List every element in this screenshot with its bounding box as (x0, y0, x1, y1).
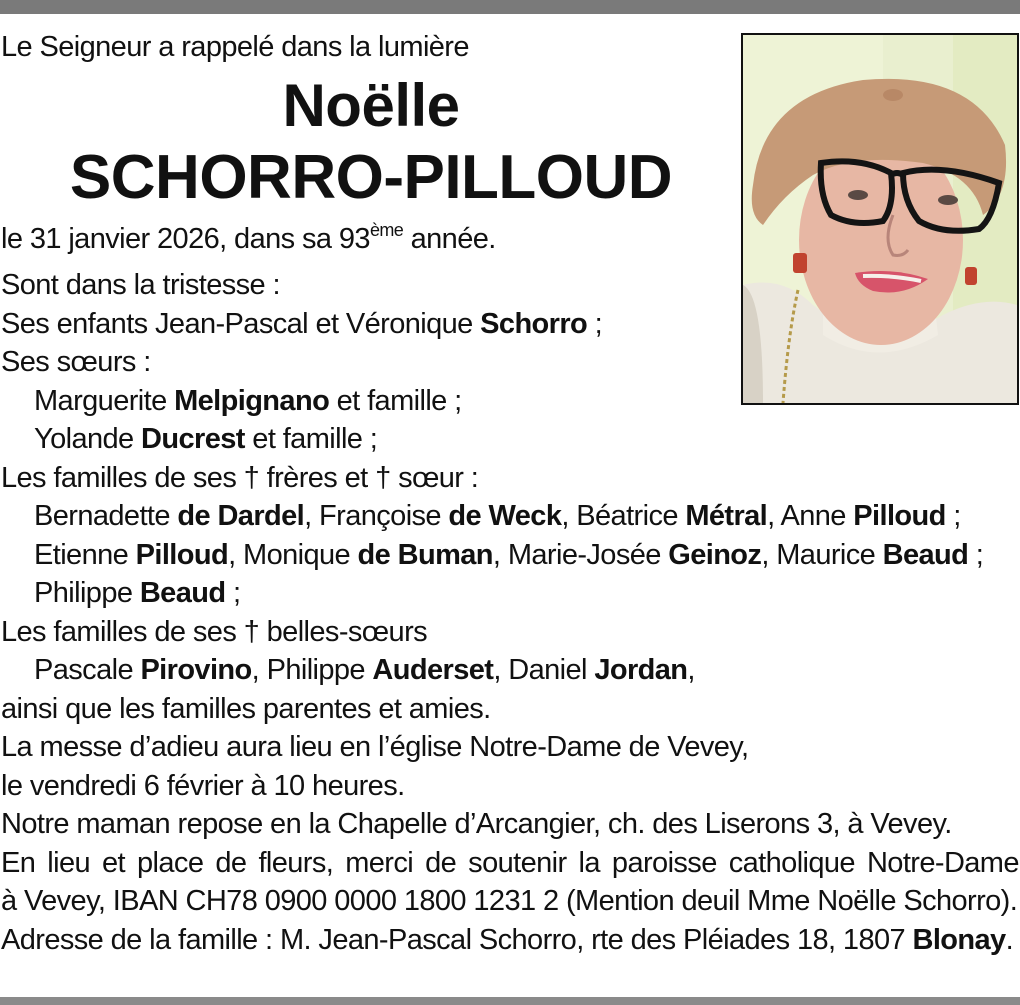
sister-first-name: Yolande (34, 423, 142, 455)
donation-word: catholique (728, 846, 855, 879)
deceased-last-name: SCHORRO-PILLOUD (69, 143, 673, 212)
sisters-heading: Ses sœurs : (1, 346, 151, 378)
date-suffix: année. (403, 223, 496, 255)
family-surname: Auderset (372, 654, 494, 686)
donation-word: de (425, 846, 457, 879)
family-surname: de Buman (357, 538, 493, 571)
donation-line-2: à Vevey, IBAN CH78 0900 0000 1800 1231 2 (Mention deuil Mme Noëlle Schorro). (1, 885, 1018, 917)
earring (793, 253, 807, 273)
family-first-name: Anne (780, 500, 854, 532)
family-surname: de Dardel (177, 500, 305, 532)
sister-surname: Melpignano (174, 384, 330, 417)
family-surname: de Weck (448, 500, 562, 532)
sister-suffix: et famille ; (329, 384, 462, 417)
donation-word: fleurs, (258, 846, 334, 879)
mourners-heading: Sont dans la tristesse : (1, 269, 280, 301)
family-first-name: Philippe (266, 654, 373, 686)
family-first-name: Pascale (34, 654, 141, 686)
donation-word: et (102, 846, 126, 879)
inlaws-heading: Les familles de ses † belles-sœurs (1, 615, 428, 648)
separator: , (492, 538, 508, 571)
family-surname: Geinoz (668, 538, 762, 571)
separator: , (304, 500, 320, 532)
donation-word: place (137, 846, 204, 879)
children-prefix: Ses enfants Jean-Pascal et Véronique (1, 307, 481, 340)
earring (965, 267, 977, 285)
separator: ; (945, 500, 961, 532)
separator: ; (225, 577, 241, 609)
mass-line-1: La messe d’adieu aura lieu en l’église Notre-Dame de Vevey, (1, 731, 749, 763)
donation-line-1 (1, 844, 1019, 883)
deceased-name (1, 70, 741, 214)
family-surname: Beaud (139, 577, 226, 609)
donation-word: soutenir (468, 846, 567, 879)
family-first-name: Monique (243, 538, 358, 571)
separator: , (561, 500, 577, 532)
donation-word: lieu (47, 846, 91, 879)
separator: , (493, 654, 509, 686)
sibling-families-line-2 (1, 536, 1019, 575)
address-suffix: . (1005, 923, 1014, 956)
children-surname: Schorro (480, 307, 588, 340)
address-line (1, 921, 1019, 960)
family-first-name: Bernadette (34, 500, 178, 532)
sister-line (1, 420, 1019, 459)
donation-word: En (1, 846, 36, 879)
date-text: le 31 janvier 2026, dans sa 93 (1, 223, 370, 255)
family-surname: Beaud (882, 538, 969, 571)
family-surname: Pilloud (135, 538, 229, 571)
donation-word: de (215, 846, 247, 879)
intro-line: Le Seigneur a rappelé dans la lumière (1, 31, 469, 63)
address-city: Blonay (912, 923, 1006, 956)
separator: , (251, 654, 267, 686)
portrait-photo (741, 33, 1019, 405)
family-first-name: Béatrice (576, 500, 686, 532)
family-surname: Pirovino (140, 654, 252, 686)
donation-word: Notre-Dame (866, 846, 1019, 879)
family-first-name: Françoise (319, 500, 449, 532)
sibling-families-line-1 (1, 497, 1019, 536)
children-suffix: ; (587, 307, 603, 340)
date-superscript: ème (369, 220, 404, 240)
sister-first-name: Marguerite (34, 384, 175, 417)
separator: , (767, 500, 781, 532)
family-first-name: Etienne (34, 538, 136, 571)
separator: , (761, 538, 777, 571)
family-surname: Pilloud (853, 500, 946, 532)
family-surname: Jordan (594, 654, 688, 686)
sister-surname: Ducrest (141, 423, 245, 455)
mass-line-2: le vendredi 6 février à 10 heures. (1, 769, 405, 802)
portrait-illustration (743, 35, 1017, 403)
separator: , (228, 538, 244, 571)
donation-word: paroisse (611, 846, 717, 879)
family-first-name: Philippe (34, 577, 140, 609)
sibling-families-line-3 (1, 574, 1019, 613)
donation-word: merci (345, 846, 414, 879)
top-rule (0, 0, 1020, 14)
deceased-first-name: Noëlle (282, 72, 460, 139)
siblings-heading: Les familles de ses † frères et † sœur : (1, 461, 479, 494)
inlaws-line (1, 651, 1019, 690)
family-first-name: Maurice (776, 538, 883, 571)
rest-line: Notre maman repose en la Chapelle d’Arcangier, ch. des Liserons 3, à Vevey. (1, 808, 952, 840)
address-text: Adresse de la famille : M. Jean-Pascal Schorro, rte des Pléiades 18, 1807 (1, 923, 913, 956)
separator: , (687, 654, 695, 686)
sister-suffix: et famille ; (244, 423, 378, 455)
family-first-name: Daniel (508, 654, 595, 686)
relatives-line: ainsi que les familles parentes et amies. (1, 692, 491, 725)
donation-word: la (578, 846, 600, 879)
family-surname: Métral (685, 500, 768, 532)
separator: ; (968, 538, 984, 571)
family-first-name: Marie-Josée (507, 538, 669, 571)
bottom-rule (0, 997, 1020, 1005)
